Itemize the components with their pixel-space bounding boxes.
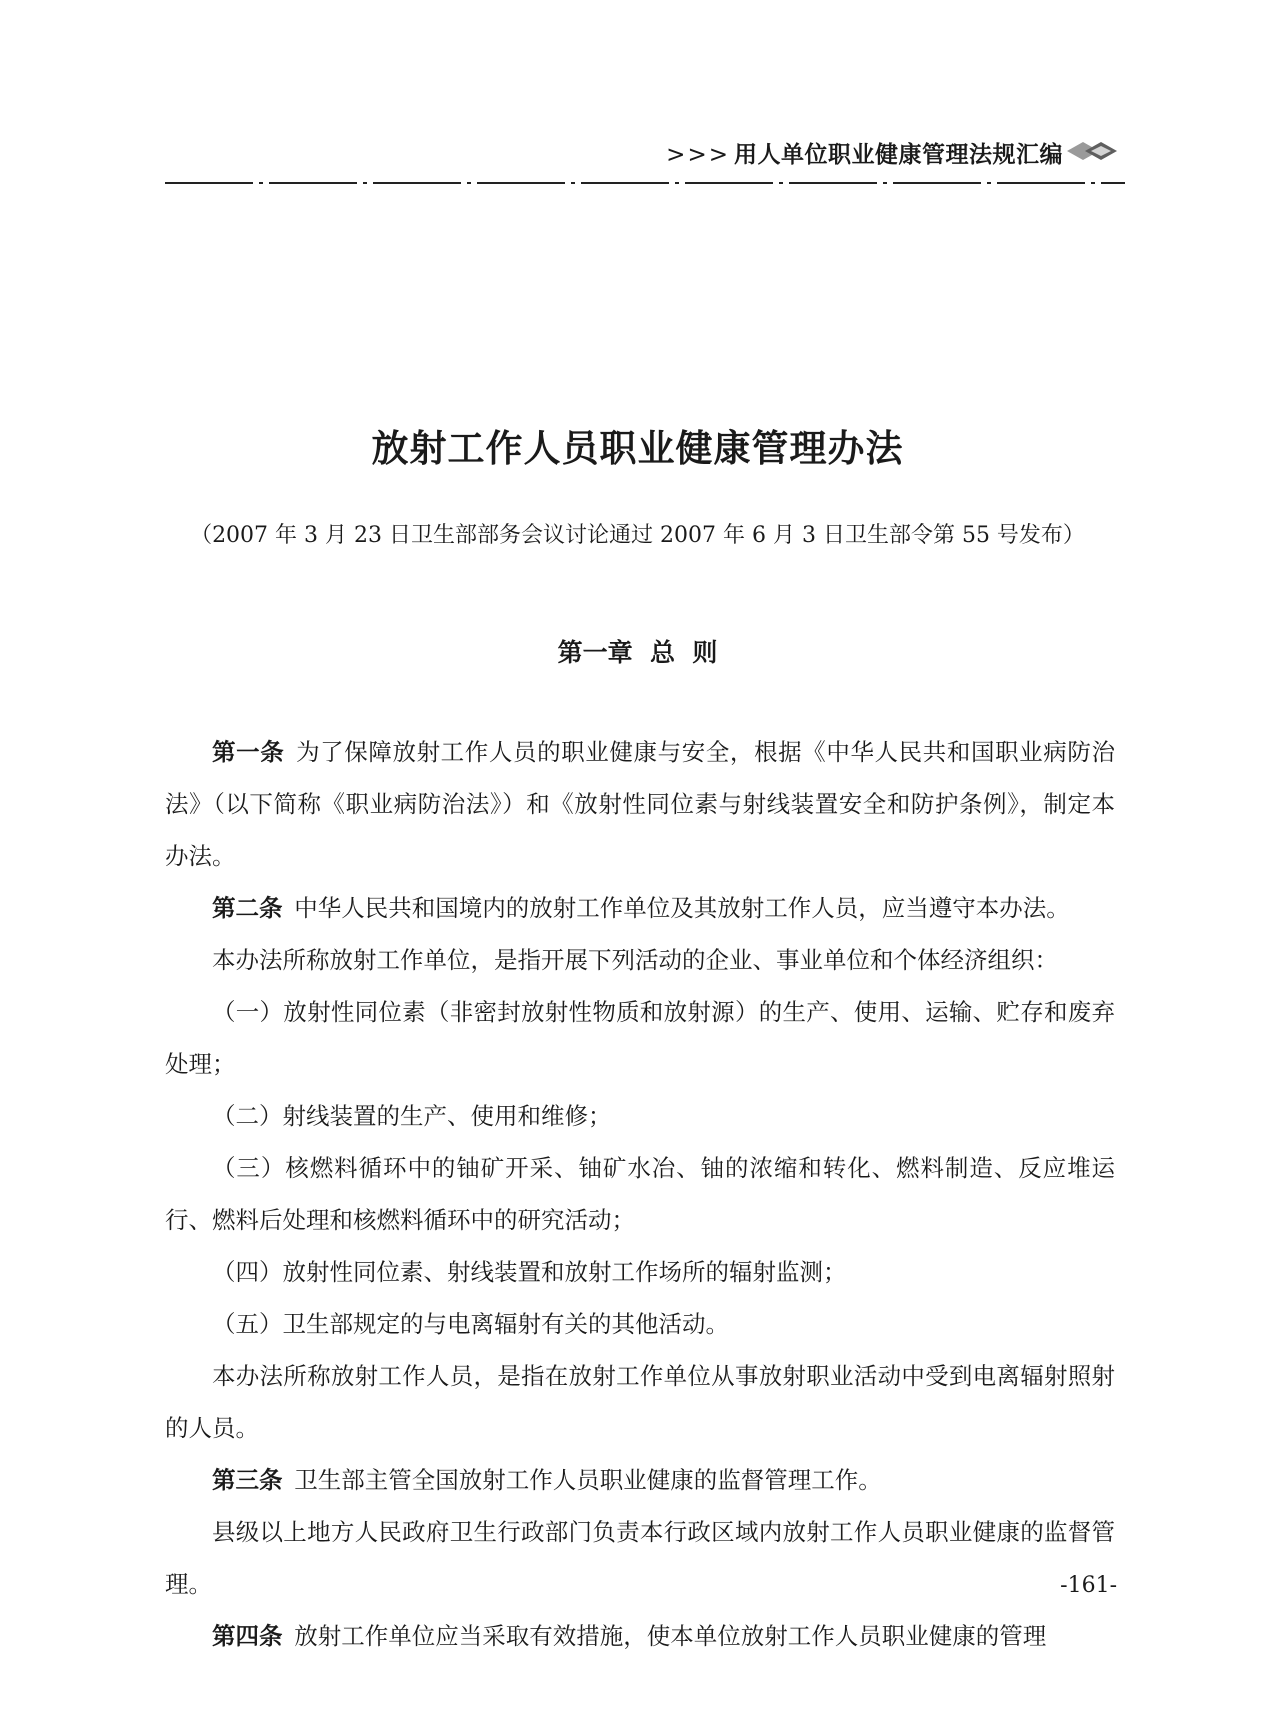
- chevron-right-icon: >>>: [666, 142, 730, 168]
- header-rule: [165, 180, 1125, 186]
- paragraph-text: （一）放射性同位素（非密封放射性物质和放射源）的生产、使用、运输、贮存和废弃处理；: [165, 998, 1115, 1078]
- document-subtitle: （2007 年 3 月 23 日卫生部部务会议讨论通过 2007 年 6 月 3 日卫生部令第 55 号发布）: [190, 523, 1085, 548]
- running-header-title: [666, 136, 1063, 169]
- article-number: 第一条: [212, 738, 285, 766]
- body-text: [165, 726, 1115, 1662]
- paragraph-text: 县级以上地方人民政府卫生行政部门负责本行政区域内放射工作人员职业健康的监督管理。: [165, 1518, 1115, 1598]
- paragraph: [165, 1350, 1115, 1454]
- paragraph-text: 放射工作单位应当采取有效措施，使本单位放射工作人员职业健康的管理: [294, 1622, 1047, 1650]
- list-item: [165, 1090, 1115, 1142]
- article-2-paragraph: [165, 882, 1115, 934]
- paragraph-text: 中华人民共和国境内的放射工作单位及其放射工作人员，应当遵守本办法。: [294, 894, 1070, 922]
- list-item: [165, 1298, 1115, 1350]
- paragraph-text: （四）放射性同位素、射线装置和放射工作场所的辐射监测；: [212, 1258, 847, 1286]
- diamond-ornament-icon: [1065, 140, 1121, 162]
- list-item: [165, 1142, 1115, 1246]
- article-number: 第二条: [212, 894, 283, 922]
- paragraph-text: （三）核燃料循环中的铀矿开采、铀矿水冶、铀的浓缩和转化、燃料制造、反应堆运行、燃料后处理和核燃料循环中的研究活动；: [165, 1154, 1115, 1234]
- paragraph-text: 为了保障放射工作人员的职业健康与安全，根据《中华人民共和国职业病防治法》（以下简称《职业病防治法》）和《放射性同位素与射线装置安全和防护条例》，制定本办法。: [165, 738, 1115, 870]
- list-item: [165, 986, 1115, 1090]
- article-3-paragraph: [165, 1454, 1115, 1506]
- chapter-heading: 第一章 总 则: [557, 638, 718, 667]
- paragraph-text: 本办法所称放射工作人员，是指在放射工作单位从事放射职业活动中受到电离辐射照射的人员。: [165, 1362, 1115, 1442]
- article-1-paragraph: [165, 726, 1115, 882]
- list-item: [165, 1246, 1115, 1298]
- paragraph: [165, 934, 1115, 986]
- paragraph-text: 卫生部主管全国放射工作人员职业健康的监督管理工作。: [294, 1466, 882, 1494]
- page-number: -161-: [1060, 1573, 1117, 1598]
- paragraph: [165, 1506, 1115, 1610]
- paragraph-text: （五）卫生部规定的与电离辐射有关的其他活动。: [212, 1310, 729, 1338]
- running-header-label: 用人单位职业健康管理法规汇编: [734, 142, 1063, 168]
- article-number: 第四条: [212, 1622, 283, 1650]
- article-number: 第三条: [212, 1466, 283, 1494]
- article-4-paragraph: [165, 1610, 1115, 1662]
- running-header: [165, 136, 1125, 186]
- document-title: 放射工作人员职业健康管理办法: [371, 426, 904, 470]
- paragraph-text: 本办法所称放射工作单位，是指开展下列活动的企业、事业单位和个体经济组织：: [212, 946, 1058, 974]
- paragraph-text: （二）射线装置的生产、使用和维修；: [212, 1102, 612, 1130]
